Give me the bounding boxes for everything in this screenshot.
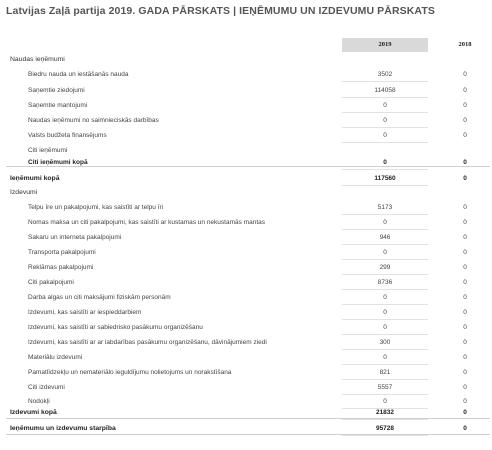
cell-underline — [342, 319, 428, 320]
value-2018: 0 — [463, 425, 467, 432]
table-row — [0, 156, 492, 170]
cell-underline — [342, 244, 428, 245]
value-2019: 821 — [379, 369, 391, 376]
table-row — [0, 201, 492, 215]
table-row — [0, 381, 492, 395]
value-2019: 0 — [383, 309, 387, 316]
cell-underline — [342, 379, 428, 380]
row-label: Izdevumi kopā — [10, 409, 57, 416]
value-2019: 0 — [383, 398, 387, 405]
value-2018: 0 — [463, 354, 467, 361]
table-row — [0, 261, 492, 275]
cell-underline — [342, 289, 428, 290]
value-2018: 0 — [463, 132, 467, 139]
value-2018: 0 — [463, 324, 467, 331]
value-2019: 0 — [383, 117, 387, 124]
value-2019: 114058 — [374, 87, 396, 94]
value-2018: 0 — [463, 294, 467, 301]
row-label: Saņemtie mantojumi — [28, 102, 88, 109]
row-label: Citi ieņēmumi — [28, 147, 68, 154]
row-label: Biedru nauda un iestāšanās nauda — [28, 71, 129, 78]
column-header-2019: 2019 — [342, 38, 428, 52]
cell-underline — [342, 259, 428, 260]
cell-underline — [342, 304, 428, 305]
value-2018: 0 — [463, 369, 467, 376]
column-header-2018: 2018 — [458, 41, 472, 48]
row-divider — [6, 418, 490, 419]
value-2018: 0 — [463, 398, 467, 405]
row-label: Izdevumi, kas saistīti ar sabiedrisko pasākumu organizēšanu — [28, 324, 203, 331]
cell-underline — [342, 169, 428, 170]
row-label: Reklāmas pakalpojumi — [28, 264, 94, 271]
cell-underline — [342, 435, 428, 436]
value-2019: 0 — [383, 294, 387, 301]
value-2018: 0 — [463, 159, 467, 166]
row-label: Sakaru un interneta pakalpojumi — [28, 234, 122, 241]
table-row — [0, 336, 492, 350]
value-2018: 0 — [463, 409, 467, 416]
table-row — [0, 186, 492, 200]
table-row — [0, 114, 492, 128]
value-2018: 0 — [463, 339, 467, 346]
table-row — [0, 68, 492, 82]
table-row — [0, 129, 492, 143]
table-row — [0, 99, 492, 113]
row-label: Naudas ieņēmumi — [10, 56, 65, 63]
table-row — [0, 246, 492, 260]
value-2019: 5173 — [377, 204, 393, 211]
table-row — [0, 84, 492, 98]
value-2018: 0 — [463, 309, 467, 316]
row-divider — [6, 434, 490, 435]
row-label: Telpu īre un pakalpojumi, kas saistīti ar telpu īri — [28, 204, 164, 211]
value-2019: 946 — [379, 234, 391, 241]
row-label: Izdevumi, kas saistīti ar ar labdarības pasākumu organizēšanu, dāvinājumiem ziedi — [28, 339, 267, 346]
cell-underline — [342, 81, 428, 82]
table-row — [0, 172, 492, 186]
value-2018: 0 — [463, 249, 467, 256]
table-row — [0, 306, 492, 320]
value-2018: 0 — [463, 71, 467, 78]
cell-underline — [342, 349, 428, 350]
row-label: Ieņēmumu un izdevumu starpība — [10, 425, 116, 432]
cell-underline — [342, 364, 428, 365]
value-2019: 299 — [379, 264, 391, 271]
value-2018: 0 — [463, 234, 467, 241]
row-label: Nomas maksa un citi pakalpojumi, kas saistīti ar kustamas un nekustamās mantas — [28, 219, 265, 226]
cell-underline — [342, 112, 428, 113]
cell-underline — [342, 97, 428, 98]
cell-underline — [342, 274, 428, 275]
row-label: Izdevumi — [10, 189, 38, 196]
value-2018: 0 — [463, 219, 467, 226]
value-2019: 300 — [379, 339, 391, 346]
table-row — [0, 291, 492, 305]
value-2019: 95728 — [375, 425, 395, 432]
value-2019: 0 — [383, 324, 387, 331]
row-label: Izdevumi, kas saistīti ar iespieddarbiem — [28, 309, 142, 316]
value-2019: 0 — [383, 249, 387, 256]
row-label: Citi ieņēmumi kopā — [28, 159, 88, 166]
row-label: Materiālu izdevumi — [28, 354, 83, 361]
value-2018: 0 — [463, 204, 467, 211]
value-2019: 21832 — [375, 409, 395, 416]
value-2019: 5557 — [377, 384, 393, 391]
value-2019: 0 — [383, 219, 387, 226]
row-label: Citi pakalpojumi — [28, 279, 74, 286]
row-label: Transporta pakalpojumi — [28, 249, 96, 256]
row-label: Ieņēmumi kopā — [10, 175, 60, 182]
row-label: Nodokļi — [28, 398, 50, 405]
table-row — [0, 231, 492, 245]
value-2019: 0 — [383, 102, 387, 109]
table-row — [0, 276, 492, 290]
row-divider — [6, 166, 490, 167]
row-label: Valsts budžeta finansējums — [28, 132, 107, 139]
row-label: Saņemtie ziedojumi — [28, 87, 85, 94]
report-title: Latvijas Zaļā partija 2019. GADA PĀRSKATS | IEŅĒMUMU UN IZDEVUMU PĀRSKATS — [6, 5, 435, 17]
value-2019: 0 — [383, 354, 387, 361]
table-row — [0, 351, 492, 365]
cell-underline — [342, 229, 428, 230]
row-label: Darba algas un citi maksājumi fiziskām personām — [28, 294, 171, 301]
table-row — [0, 366, 492, 380]
value-2019: 117560 — [374, 175, 396, 182]
cell-underline — [342, 142, 428, 143]
value-2018: 0 — [463, 102, 467, 109]
row-label: Pamatlīdzekļu un nemateriālo ieguldījumu nolietojums un norakstīšana — [28, 369, 232, 376]
value-2018: 0 — [463, 384, 467, 391]
table-row — [0, 53, 492, 67]
value-2019: 3502 — [377, 71, 393, 78]
value-2018: 0 — [463, 117, 467, 124]
value-2019: 0 — [383, 159, 387, 166]
value-2019: 8736 — [377, 279, 393, 286]
cell-underline — [342, 127, 428, 128]
cell-underline — [342, 214, 428, 215]
row-label: Naudas ieņēmumi no saimnieciskās darbības — [28, 117, 159, 124]
cell-underline — [342, 419, 428, 420]
row-label: Citi izdevumi — [28, 384, 65, 391]
value-2018: 0 — [463, 279, 467, 286]
cell-underline — [342, 334, 428, 335]
value-2018: 0 — [463, 264, 467, 271]
value-2018: 0 — [463, 175, 467, 182]
table-row — [0, 216, 492, 230]
value-2019: 0 — [383, 132, 387, 139]
value-2018: 0 — [463, 87, 467, 94]
table-row — [0, 321, 492, 335]
